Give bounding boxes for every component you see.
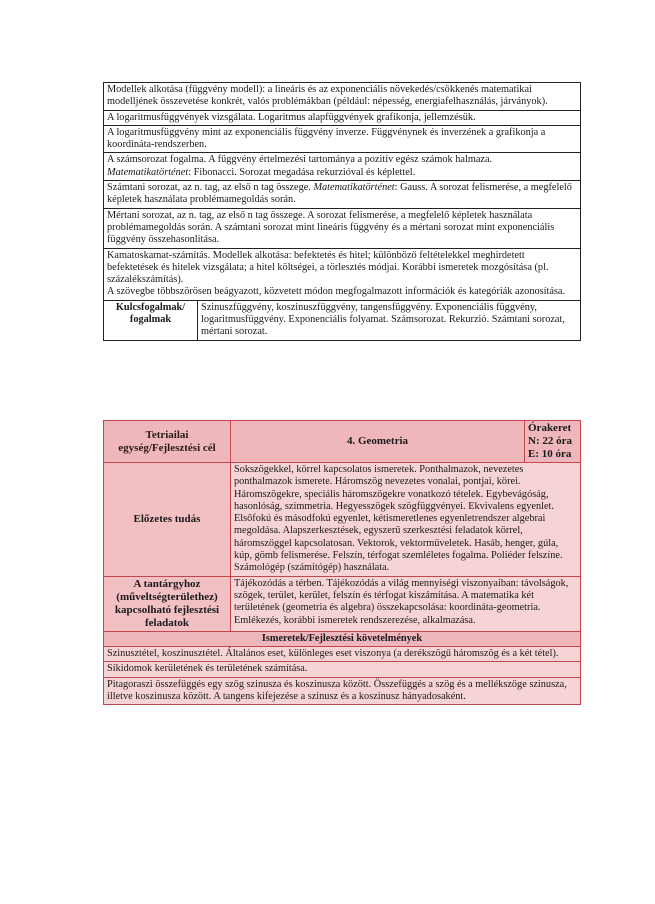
keywords-text: Szinuszfüggvény, koszinuszfüggvény, tangensfüggvény. Exponenciális függvény, logaritmusfüggvény. Exponenciális folyamat. Számsorozat. Rekurzió. Számtani sorozat, mértani sorozat. <box>198 300 581 340</box>
hours-label: Órakeret <box>528 422 572 434</box>
requirement-cell: Szinusztétel, koszinusztétel. Általános eset, különleges eset viszonya (a derékszögű háromszög és a két tétel). <box>104 646 581 661</box>
curriculum-table-top <box>103 82 581 341</box>
prior-knowledge-row <box>104 463 581 577</box>
paragraph: Kamatoskamat-számítás. Modellek alkotása: befektetés és hitel; különböző feltételekkel meghirdetett befektetések és hitelek vizsgálata; a hitel költségei, a törlesztés módjai. Korábbi ismeretek mozgósítása (pl. százalékszámítás). <box>107 249 549 286</box>
section-header-row <box>104 631 581 646</box>
italic-term: Matematikatörténet <box>107 166 189 178</box>
prior-label: Előzetes tudás <box>104 463 231 577</box>
table-row <box>104 83 581 111</box>
table-row <box>104 646 581 661</box>
text-fragment: Számtani sorozat, az n. tag, az első n tag összege. <box>107 182 314 194</box>
header-row <box>104 421 581 463</box>
development-row <box>104 576 581 631</box>
requirement-cell: Pitagoraszi összefüggés egy szög szinusza és koszinusza között. Összefüggés a szög és a mellékszöge szinusza, illetve koszinusza között. A tangens kifejezése a szinusz és a koszinusz hányadosaként. <box>104 677 581 705</box>
text-fragment: : Gauss. A sorozat felismerése, a megfelelő képletek használata problémamegoldás során. <box>107 182 572 206</box>
table-cell <box>104 153 581 181</box>
table-row <box>104 153 581 181</box>
curriculum-table-geometry <box>103 420 581 705</box>
table-row <box>104 662 581 677</box>
section-header: Ismeretek/Fejlesztési követelmények <box>104 631 581 646</box>
keywords-row <box>104 300 581 340</box>
table-row <box>104 125 581 153</box>
development-label: A tantárgyhoz (műveltségterülethez) kapcsolható fejlesztési feladatok <box>104 576 231 631</box>
table-row <box>104 677 581 705</box>
table-row <box>104 110 581 125</box>
prior-text: Sokszögekkel, körrel kapcsolatos ismeretek. Ponthalmazok, nevezetes ponthalmazok ismerete. Háromszög nevezetes vonalai, pontjai, körei. Háromszögekre, speciális háromszögekre vonatkozó tételek. Egybevágóság, hasonlóság, szimmetria. Hegyesszögek szögfüggvényei. Ekvivalens egyenlet. Elsőfokú és másodfokú egyenlet, kétismeretlenes egyenletrendszer algebrai megoldása. Alapszerkesztések, egyszerű szerkesztési feladatok körrel, háromszöggel kapcsolatosan. Vektorok, vektorműveletek. Hasáb, henger, gúla, kúp, gömb felismerése. Felszín, térfogat szemléletes fogalma. Poliéder felszíne. Számológép (számítógép) használata. <box>231 463 581 577</box>
unit-label: Tetriailai egység/Fejlesztési cél <box>104 421 231 463</box>
table-cell: A logaritmusfüggvények vizsgálata. Logaritmus alapfüggvények grafikonja, jellemzésük. <box>104 110 581 125</box>
requirement-cell: Síkidomok kerületének és területének számítása. <box>104 662 581 677</box>
paragraph: A szövegbe többszörösen beágyazott, közvetett módon megfogalmazott információk és kategóriák azonosítása. <box>107 286 566 298</box>
development-text: Tájékozódás a térben. Tájékozódás a világ mennyiségi viszonyaiban: távolságok, szögek, terület, kerület, felszín és térfogat kiszámítása. A matematika két területének (geometria és algebra) összekapcsolása: koordináta-geometria. Emlékezés, korábbi ismeretek rendszerezése, alkalmazása. <box>231 576 581 631</box>
table-cell: Modellek alkotása (függvény modell): a lineáris és az exponenciális növekedés/csökkenés matematikai modelljének összevetése konkrét, valós problémákban (például: népesség, energiafelhasználás, járványok). <box>104 83 581 111</box>
italic-term: Matematikatörténet <box>313 182 395 194</box>
hours-e: E: 10 óra <box>528 448 572 460</box>
table-cell: Mértani sorozat, az n. tag, az első n tag összege. A sorozat felismerése, a megfelelő képletek használata problémamegoldás során. A számtani sorozat mint lineáris függvény és a mértani sorozat mint exponenciális függvény összehasonlítása. <box>104 208 581 248</box>
unit-title: 4. Geometria <box>231 421 525 463</box>
text-fragment: : Fibonacci. Sorozat megadása rekurzióval és képlettel. <box>188 166 416 178</box>
hours-cell <box>525 421 581 463</box>
text-fragment: A számsorozat fogalma. A függvény értelmezési tartománya a pozitív egész számok halmaza. <box>107 154 493 166</box>
table-cell: A logaritmusfüggvény mint az exponenciális függvény inverze. Függvénynek és inverzének a grafikonja a koordináta-rendszerben. <box>104 125 581 153</box>
table-row <box>104 181 581 209</box>
hours-n: N: 22 óra <box>528 435 572 447</box>
keywords-label: Kulcsfogalmak/ fogalmak <box>104 300 198 340</box>
table-cell <box>104 181 581 209</box>
table-row <box>104 208 581 248</box>
table-row <box>104 248 581 300</box>
table-cell <box>104 248 581 300</box>
